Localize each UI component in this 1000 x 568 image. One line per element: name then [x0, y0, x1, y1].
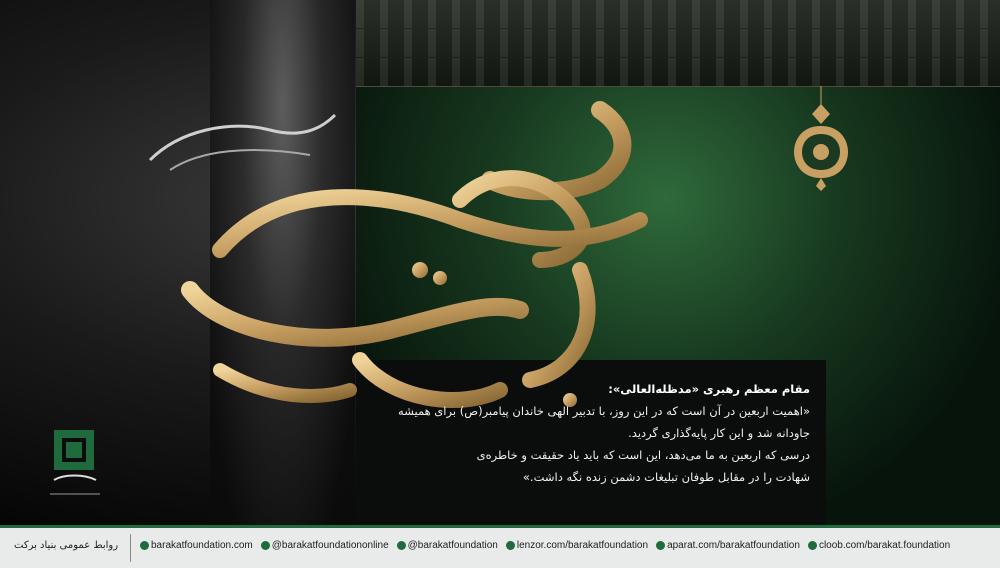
aparat-icon: [656, 541, 665, 550]
gold-ornament-icon: [786, 86, 856, 191]
quote-line: جاودانه شد و این کار پایه‌گذاری گردید.: [628, 426, 810, 440]
silver-salutation-calligraphy: [140, 100, 340, 180]
footer-label: روابط عمومی بنیاد برکت: [14, 540, 119, 551]
footer-link-text: aparat.com/barakatfoundation: [667, 540, 800, 551]
footer-link-lenzor[interactable]: [506, 540, 648, 551]
telegram-icon: [397, 541, 406, 550]
lenzor-icon: [506, 541, 515, 550]
cloob-icon: [808, 541, 817, 550]
calligraphy-banner-strip: [356, 0, 1000, 87]
instagram-icon: [261, 541, 270, 550]
footer-bar: [0, 525, 1000, 568]
footer-link-text: @barakatfoundationonline: [271, 540, 389, 551]
footer-link-instagram[interactable]: [261, 540, 389, 551]
footer-link-aparat[interactable]: [656, 540, 800, 551]
quote-heading: مقام معظم رهبری «مدظله‌العالی»:: [608, 382, 810, 396]
barakat-foundation-logo: [40, 430, 110, 520]
banner-row: [356, 0, 1000, 28]
footer-link-text: lenzor.com/barakatfoundation: [516, 540, 649, 551]
footer-divider: [130, 534, 131, 562]
banner-row: [356, 29, 1000, 57]
web-icon: [140, 541, 149, 550]
footer-link-website[interactable]: [140, 540, 253, 551]
banner-row: [356, 58, 1000, 86]
footer-link-text: @barakatfoundation: [407, 540, 498, 551]
footer-link-telegram[interactable]: [397, 540, 498, 551]
footer-links: [140, 540, 950, 551]
quote-line: شهادت را در مقابل طوفان تبلیغات دشمن زنده نگه داشت.»: [522, 470, 810, 484]
footer-link-text: cloob.com/barakat.foundation: [818, 540, 951, 551]
leader-quote: [390, 378, 810, 488]
quote-line: «اهمیت اربعین در آن است که در این روز، با تدبیر الهی خاندان پیامبر(ص) برای همیشه: [398, 404, 810, 418]
quote-line: درسی که اربعین به ما می‌دهد، این است که باید یاد حقیقت و خاطره‌ی: [476, 448, 810, 462]
footer-link-text: barakatfoundation.com: [151, 540, 253, 551]
footer-link-cloob[interactable]: [808, 540, 950, 551]
